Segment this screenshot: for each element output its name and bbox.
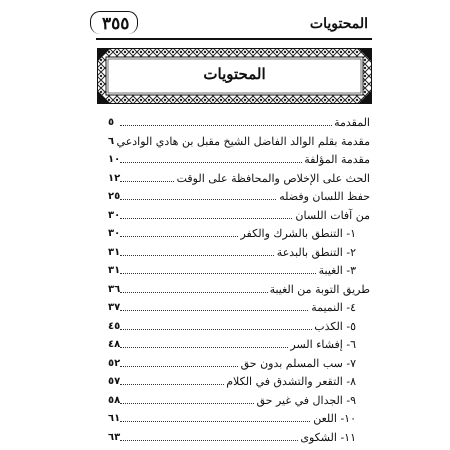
toc-entry bbox=[108, 299, 370, 318]
entry-title: ٤- النميمة bbox=[309, 299, 356, 317]
table-of-contents bbox=[108, 114, 370, 447]
header-rule bbox=[96, 38, 372, 40]
entry-title: ٦- إفشاء السر bbox=[288, 336, 356, 354]
toc-entry bbox=[108, 336, 370, 355]
toc-entry bbox=[108, 410, 370, 429]
entry-title: حفظ اللسان وفضله bbox=[277, 188, 370, 206]
entry-page: ٥ bbox=[108, 117, 115, 128]
entry-title: مقدمة المؤلفة bbox=[302, 151, 370, 169]
entry-page: ٣٦ bbox=[108, 283, 121, 295]
entry-page: ١٠ bbox=[108, 154, 121, 165]
entry-title: المقدمة bbox=[332, 114, 370, 132]
ornamental-title-frame bbox=[97, 48, 372, 104]
entry-page: ٦ bbox=[108, 135, 115, 147]
entry-page: ٣٠ bbox=[108, 209, 121, 221]
toc-entry bbox=[108, 114, 370, 133]
running-title: المحتويات bbox=[309, 16, 368, 32]
entry-title: ١٠- اللعن bbox=[311, 410, 356, 428]
page-number: ٣٥٥ bbox=[102, 14, 130, 34]
toc-entry bbox=[108, 207, 370, 226]
entry-page: ٤٨ bbox=[108, 339, 121, 350]
entry-page: ٥٧ bbox=[108, 376, 121, 387]
toc-entry bbox=[108, 429, 370, 448]
toc-entry bbox=[108, 133, 370, 152]
toc-entry bbox=[108, 373, 370, 392]
toc-entry bbox=[108, 225, 370, 244]
entry-page: ١٢ bbox=[108, 172, 121, 184]
toc-entry bbox=[108, 318, 370, 337]
entry-title: ١- التنطق بالشرك والكفر bbox=[238, 225, 356, 243]
entry-title: مقدمة بقلم الوالد الفاضل الشيخ مقبل بن هادي الوادعي bbox=[115, 133, 370, 151]
entry-page: ٥٨ bbox=[108, 394, 121, 406]
entry-page: ٦٣ bbox=[108, 431, 121, 443]
entry-title: ٩- الجدال في غير حق bbox=[255, 392, 357, 410]
entry-page: ٥٢ bbox=[108, 357, 121, 369]
entry-page: ٣٠ bbox=[108, 228, 121, 239]
running-header bbox=[96, 14, 372, 40]
toc-entry bbox=[108, 151, 370, 170]
entry-title: طريق التوبة من الغيبة bbox=[268, 281, 370, 299]
toc-entry bbox=[108, 188, 370, 207]
entry-page: ٢٥ bbox=[108, 191, 121, 202]
entry-title: ١١- الشكوى bbox=[298, 429, 356, 447]
entry-title: ٥- الكذب bbox=[312, 318, 356, 336]
entry-title: ٢- التنطق بالبدعة bbox=[275, 244, 356, 262]
entry-page: ٣١ bbox=[108, 265, 121, 276]
entry-page: ٣٧ bbox=[108, 302, 121, 313]
entry-title: من آفات اللسان bbox=[293, 207, 370, 225]
entry-page: ٦١ bbox=[108, 413, 121, 424]
toc-entry bbox=[108, 355, 370, 374]
entry-title: الحث على الإخلاص والمحافظة على الوقت bbox=[175, 170, 370, 188]
toc-entry bbox=[108, 281, 370, 300]
entry-page: ٣١ bbox=[108, 246, 121, 258]
toc-entry bbox=[108, 262, 370, 281]
toc-entry bbox=[108, 170, 370, 189]
entry-title: ٣- الغيبة bbox=[317, 262, 356, 280]
toc-entry bbox=[108, 392, 370, 411]
entry-title: ٧- سب المسلم بدون حق bbox=[239, 355, 356, 373]
toc-heading: المحتويات bbox=[203, 65, 266, 83]
toc-entry bbox=[108, 244, 370, 263]
entry-title: ٨- التقعر والتشدق في الكلام bbox=[224, 373, 356, 391]
entry-page: ٤٥ bbox=[108, 320, 121, 332]
